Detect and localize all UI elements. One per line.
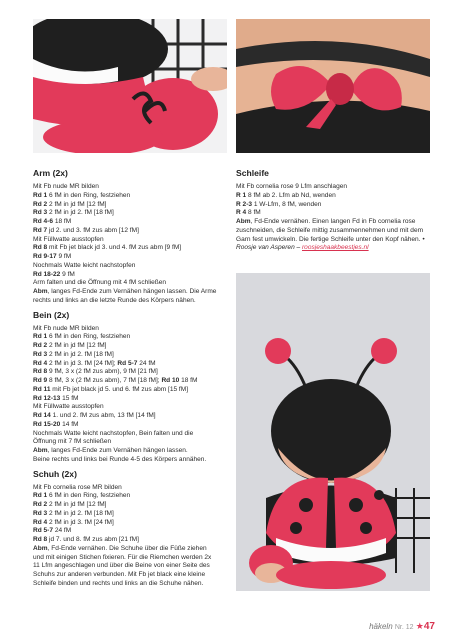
schuh-line bbox=[33, 519, 230, 528]
page-footer bbox=[369, 621, 435, 632]
photo-shoes bbox=[33, 19, 227, 153]
row-text: 2 fM in jd 3. fM [24 fM] bbox=[47, 518, 114, 526]
shoes-illustration bbox=[33, 19, 227, 153]
schuh-instructions bbox=[33, 484, 230, 589]
section-bein bbox=[33, 310, 230, 465]
row-label: Rd 3 bbox=[33, 209, 48, 217]
row-text: Mit Fb cornelia rose MR bilden bbox=[33, 483, 122, 491]
star-icon: ★ bbox=[415, 621, 424, 631]
heading-arm: Arm (2x) bbox=[33, 168, 68, 178]
bein-line bbox=[33, 351, 230, 360]
bein-line bbox=[33, 421, 230, 430]
row-text: und mit einigen Stichen fixieren. Für die Riemchen werden 2x bbox=[33, 553, 212, 561]
row-text: mit Fb jet black jd 5. und 6. fM zus abm [15 fM] bbox=[50, 385, 189, 393]
row-text: , langes Fd-Ende zum Vernähen hängen lassen. bbox=[47, 447, 188, 454]
arm-line bbox=[33, 288, 230, 297]
schuh-line bbox=[33, 571, 230, 580]
row-text: Mit Fb nude MR bilden bbox=[33, 324, 99, 332]
photo-ladybug bbox=[236, 273, 430, 591]
magazine-name: häkeln bbox=[369, 622, 393, 631]
bein-instructions bbox=[33, 325, 230, 465]
row-text: Mit Füllwatte ausstopfen bbox=[33, 403, 104, 411]
abm-text: , Fd-Ende vernähen. Einen langen Fd in Fb cornelia rose zuschneiden, die Schleife mittig zusammennehmen und mit dem Garn fest umwickeln. Die fertige Schleife unter den Kopf nähen. bbox=[236, 218, 424, 243]
row-text: 6 fM in den Ring, festziehen bbox=[47, 333, 131, 341]
schuh-line bbox=[33, 510, 230, 519]
row-text: 2 fM in jd fM [12 fM] bbox=[47, 342, 107, 349]
arm-line bbox=[33, 253, 230, 262]
row-text: 6 fM in den Ring, festziehen bbox=[47, 492, 131, 500]
row-text: 2 fM in jd 2. fM [18 fM] bbox=[47, 350, 114, 358]
row-label: Rd 3 bbox=[33, 509, 48, 517]
row-text: 2 fM in jd 2. fM [18 fM] bbox=[47, 509, 114, 517]
arm-line bbox=[33, 297, 230, 306]
schleife-line bbox=[236, 183, 430, 192]
row-text: 24 fM bbox=[53, 527, 72, 535]
row-text: 8 fM bbox=[246, 209, 261, 217]
bein-line bbox=[33, 342, 230, 351]
row-label: Rd 14 bbox=[33, 412, 51, 419]
row-text: 9 fM bbox=[56, 253, 72, 260]
arm-line bbox=[33, 271, 230, 280]
arm-line bbox=[33, 183, 230, 192]
bein-line bbox=[33, 386, 230, 395]
row-text: 6 fM in den Ring, festziehen bbox=[47, 191, 131, 199]
row-text: 9 fM bbox=[60, 270, 75, 278]
row-label: Rd 4-6 bbox=[33, 218, 54, 225]
issue-number: Nr. 12 bbox=[394, 624, 414, 631]
bein-line bbox=[33, 333, 230, 342]
schuh-line bbox=[33, 562, 230, 571]
row-text: Schleife binden und rechts und links an die Schuhe nähen. bbox=[33, 579, 204, 587]
row-text: Schuhs zur anderen verbunden. Mit Fb jet black eine kleine bbox=[33, 571, 206, 578]
row-label: Rd 15-20 bbox=[33, 420, 61, 428]
row-label: Rd 12-13 bbox=[33, 394, 61, 402]
row-label: Rd 11 bbox=[33, 385, 51, 393]
arm-line bbox=[33, 236, 230, 245]
arm-instructions bbox=[33, 183, 230, 306]
schuh-line bbox=[33, 492, 230, 501]
arm-line bbox=[33, 218, 230, 227]
row-text: Beine rechts und links bei Runde 4-5 des Körpers annähen. bbox=[33, 455, 207, 463]
row-text: 2 fM in jd 3. fM [24 fM]; bbox=[47, 359, 118, 367]
schuh-line bbox=[33, 545, 230, 554]
row-label: Rd 8 bbox=[33, 536, 48, 543]
photo-bow bbox=[236, 19, 430, 153]
row-label: Abm bbox=[33, 288, 48, 295]
bein-line bbox=[33, 456, 230, 465]
designer-link[interactable]: roosjeshaakbeestjes.nl bbox=[302, 244, 369, 252]
schuh-line bbox=[33, 484, 230, 493]
ladybug-illustration bbox=[236, 273, 430, 591]
row-text: jd 7. und 8. fM zus abm [21 fM] bbox=[47, 536, 139, 543]
row-text: Mit Fb nude MR bilden bbox=[33, 183, 99, 190]
schleife-instructions bbox=[236, 183, 430, 218]
row-label: Rd 1 bbox=[33, 333, 48, 341]
row-text: Mit Fb cornelia rose 9 Lfm anschlagen bbox=[236, 183, 347, 190]
row-label: Rd 18-22 bbox=[33, 270, 61, 278]
row-text: , langes Fd-Ende zum Vernähen hängen lassen. Die Arme bbox=[47, 288, 217, 295]
bein-line bbox=[33, 360, 230, 369]
heading-schleife: Schleife bbox=[236, 168, 269, 178]
arm-line bbox=[33, 244, 230, 253]
row-label: Rd 7 bbox=[33, 226, 48, 234]
row-text: 2 fM in jd 2. fM [18 fM] bbox=[47, 209, 114, 217]
bein-line bbox=[33, 430, 230, 439]
row-label: Rd 2 bbox=[33, 342, 48, 349]
row-text: 2 fM in jd fM [12 fM] bbox=[47, 501, 107, 508]
bein-line bbox=[33, 438, 230, 447]
row-label: Rd 3 bbox=[33, 350, 48, 358]
section-schuh bbox=[33, 469, 230, 589]
arm-line bbox=[33, 262, 230, 271]
arm-line bbox=[33, 209, 230, 218]
row-label: R 1 bbox=[236, 191, 247, 199]
schleife-finishing bbox=[236, 218, 430, 253]
heading-bein: Bein (2x) bbox=[33, 309, 70, 320]
row-label: Abm bbox=[33, 544, 48, 552]
designer-credit: • Roosje van Asperen – bbox=[236, 235, 425, 252]
abm-label: Abm bbox=[236, 218, 251, 225]
section-schleife bbox=[236, 168, 430, 253]
row-text: 1 W-Lfm, 8 fM, wenden bbox=[252, 200, 322, 208]
row-label: Rd 2 bbox=[33, 501, 48, 508]
row-text: Nochmals Watte leicht nachstopfen bbox=[33, 261, 136, 269]
row-label: Rd 4 bbox=[33, 518, 48, 526]
row-text: 18 fM bbox=[179, 377, 198, 384]
schuh-line bbox=[33, 536, 230, 545]
row-text: Öffnung mit 7 fM schließen bbox=[33, 438, 112, 446]
row-label: Rd 1 bbox=[33, 492, 48, 500]
schuh-line bbox=[33, 527, 230, 536]
row-text: Arm falten und die Öffnung mit 4 fM schließen bbox=[33, 279, 167, 287]
row-label: Rd 4 bbox=[33, 359, 48, 367]
schleife-line bbox=[236, 209, 430, 218]
row-text: 14 fM bbox=[60, 420, 79, 428]
bow-illustration bbox=[236, 19, 430, 153]
row-label: Rd 10 bbox=[161, 377, 180, 384]
arm-line bbox=[33, 279, 230, 288]
schleife-line bbox=[236, 192, 430, 201]
row-text: 9 fM, 3 x (2 fM zus abm), 9 fM [21 fM] bbox=[47, 368, 158, 376]
bein-line bbox=[33, 403, 230, 412]
row-text: 18 fM bbox=[53, 218, 72, 225]
left-column bbox=[33, 168, 230, 589]
arm-line bbox=[33, 227, 230, 236]
row-text: 15 fM bbox=[60, 394, 79, 402]
row-text: rechts und links an die letzte Runde des Körpers nähen. bbox=[33, 296, 196, 304]
page-number: 47 bbox=[423, 621, 435, 632]
bein-line bbox=[33, 395, 230, 404]
row-text: Mit Füllwatte ausstopfen bbox=[33, 235, 104, 243]
row-label: Rd 9-17 bbox=[33, 253, 57, 260]
row-label: R 2-3 bbox=[236, 200, 253, 208]
row-text: jd 2. und 3. fM zus abm [12 fM] bbox=[47, 226, 139, 234]
row-text: 8 fM ab 2. Lfm ab Nd, wenden bbox=[246, 191, 336, 199]
row-text: mit Fb jet black jd 3. und 4. fM zus abm [9 fM] bbox=[47, 244, 182, 252]
row-text: 24 fM bbox=[137, 359, 156, 367]
row-label: Rd 8 bbox=[33, 244, 48, 252]
row-text: Nochmals Watte leicht nachstopfen, Bein falten und die bbox=[33, 429, 194, 437]
right-column bbox=[236, 168, 430, 253]
row-label: Rd 5-7 bbox=[117, 359, 138, 367]
row-label: Rd 5-7 bbox=[33, 527, 54, 535]
row-label: R 4 bbox=[236, 209, 247, 217]
schuh-line bbox=[33, 580, 230, 589]
schuh-line bbox=[33, 554, 230, 563]
bein-line bbox=[33, 447, 230, 456]
row-text: 11 Lfm angeschlagen und über die Beine von einer Seite des bbox=[33, 562, 210, 570]
row-label: Rd 9 bbox=[33, 377, 48, 384]
row-text: 1. und 2. fM zus abm, 13 fM [14 fM] bbox=[50, 412, 156, 419]
section-arm bbox=[33, 168, 230, 306]
row-text: 8 fM, 3 x (2 fM zus abm), 7 fM [18 fM]; bbox=[47, 377, 162, 384]
arm-line bbox=[33, 201, 230, 210]
row-text: 2 fM in jd fM [12 fM] bbox=[47, 200, 107, 208]
bein-line bbox=[33, 412, 230, 421]
schleife-line bbox=[236, 201, 430, 210]
row-text: , Fd-Ende vernähen. Die Schuhe über die Füße ziehen bbox=[47, 544, 207, 552]
row-label: Rd 2 bbox=[33, 200, 48, 208]
bein-line bbox=[33, 377, 230, 386]
bein-line bbox=[33, 325, 230, 334]
row-label: Rd 8 bbox=[33, 368, 48, 376]
row-label: Rd 1 bbox=[33, 191, 48, 199]
schuh-line bbox=[33, 501, 230, 510]
bein-line bbox=[33, 368, 230, 377]
heading-schuh: Schuh (2x) bbox=[33, 468, 77, 479]
arm-line bbox=[33, 192, 230, 201]
row-label: Abm bbox=[33, 447, 48, 454]
